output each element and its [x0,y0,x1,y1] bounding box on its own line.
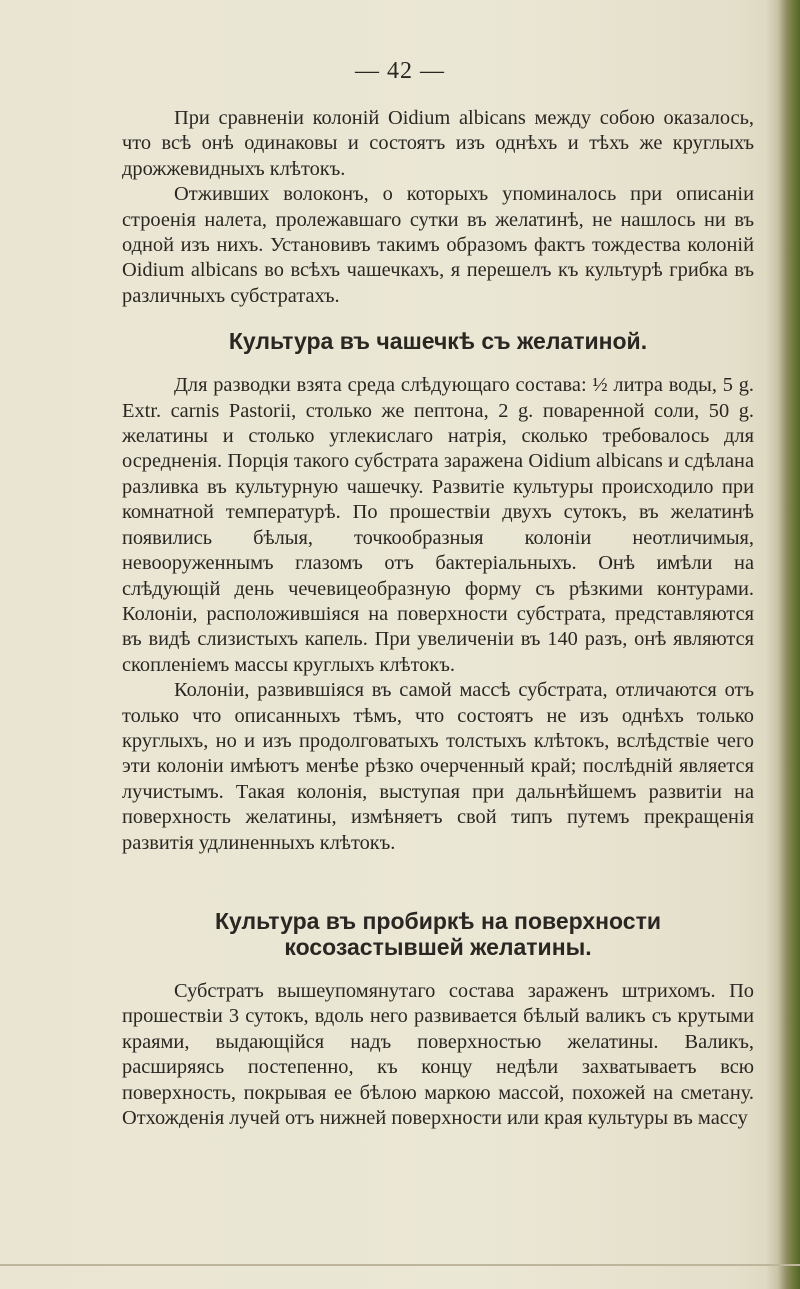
section-heading-dish-culture: Культура въ чашечкѣ съ желатиной. [228,328,648,355]
paragraph-streak-culture: Субстратъ вышеупомянутаго состава зараженъ штрихомъ. По прошествіи 3 сутокъ, вдоль него развивается бѣлый валикъ съ крутыми краями, выдающійся надъ поверхностью желатины. Валикъ, расширяясь постепенно, къ концу недѣли захватываетъ всю поверхность, покрывая ее бѣлою маркою массой, похожей на сметану. Отхожденія лучей отъ нижней поверхности или края культуры въ массу [122,979,754,1129]
paragraph-medium-composition: Для разводки взята среда слѣдующаго состава: ½ литра воды, 5 g. Extr. carnis Pastorii, столько же пептона, 2 g. поваренной соли, 50 g. желатины и столько углекислаго натрія, сколько требовалось для осредненія. Порція такого субстрата заражена Oidium albicans и сдѣлана разливка въ культурную чашечку. Развитіе культуры происходило при комнатной температурѣ. По прошествіи двухъ сутокъ, въ желатинѣ появились бѣлыя, точкообразныя колоніи неотличимыя, невооруженнымъ глазомъ отъ бактеріальныхъ. Онѣ имѣли на слѣдующій день чечевицеобразную форму съ рѣзкими контурами. Колоніи, расположившіяся на поверхности субстрата, представляются въ видѣ слизистыхъ капель. При увеличеніи въ 140 разъ, онѣ являются скопленіемъ массы круглыхъ клѣтокъ. [122,374,754,676]
page-bottom-edge [0,1264,800,1266]
body-text [122,106,754,1131]
section-heading-tube-culture: Культура въ пробиркѣ на поверхности косозастывшей желатины. [215,907,661,960]
page-number: — 42 — [355,58,445,84]
paragraph-fibers: Отживших волоконъ, о которыхъ упоминалось при описаніи строенія налета, пролежавшаго сутки въ желатинѣ, не нашлось ни въ одной изъ нихъ. Установивъ такимъ образомъ фактъ тождества колоній Oidium albicans во всѣхъ чашечкахъ, я перешелъ къ культурѣ грибка въ различныхъ субстратахъ. [122,183,754,307]
page-edge-shadow [766,0,800,1289]
paragraph-deep-colonies: Колоніи, развившіяся въ самой массѣ субстрата, отличаются отъ только что описанныхъ тѣмъ, что состоятъ не изъ однѣхъ только круглыхъ, но и изъ продолговатыхъ толстыхъ клѣтокъ, вслѣдствіе чего эти колоніи имѣютъ менѣе рѣзко очерченный край; послѣдній является лучистымъ. Такая колонія, выступая при дальнѣйшемъ развитіи на поверхность желатины, измѣняетъ свой типъ путемъ прекращенія развитія удлиненныхъ клѣтокъ. [122,679,754,854]
paragraph-colony-comparison: При сравненіи колоній Oidium albicans между собою оказалось, что всѣ онѣ одинаковы и состоятъ изъ однѣхъ и тѣхъ же круглыхъ дрожжевидныхъ клѣтокъ. [122,107,754,180]
